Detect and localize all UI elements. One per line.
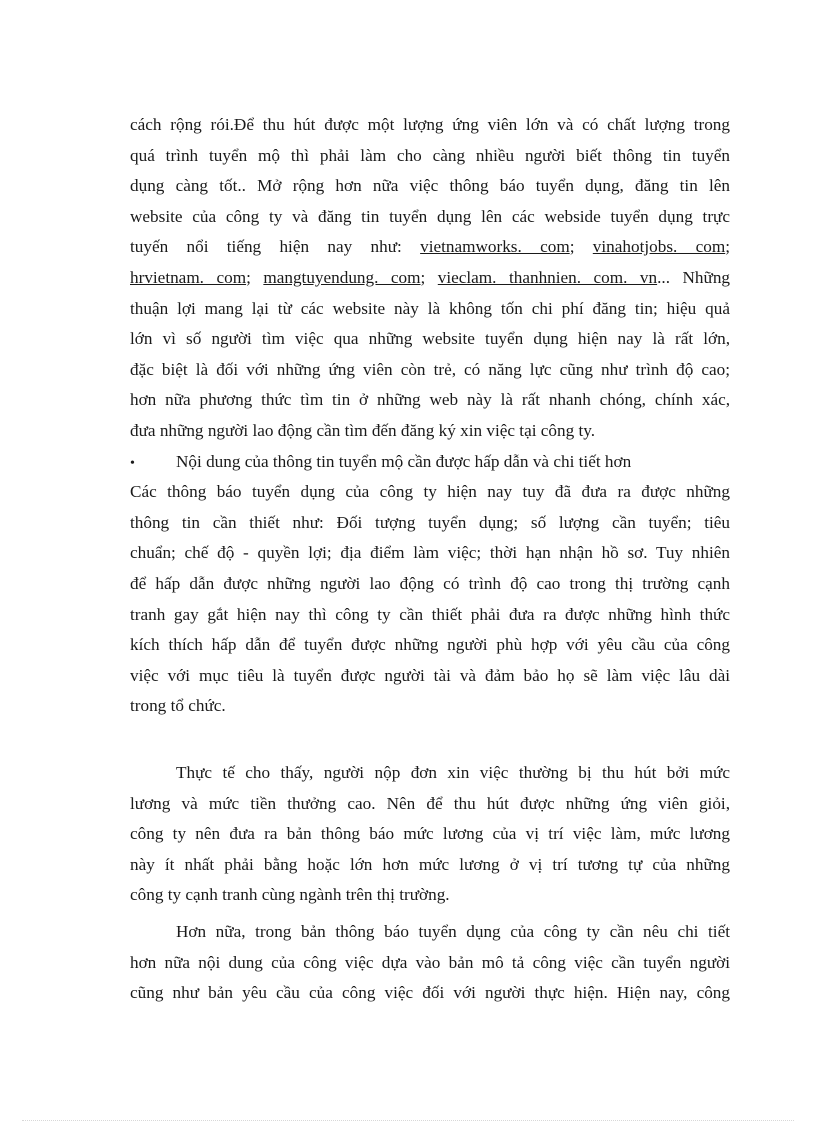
text-line: tranh gay gắt hiện nay thì công ty cần thiết phải đưa ra được những hình thức: [130, 604, 730, 624]
link-vieclam-thanhnien[interactable]: vieclam. thanhnien. com. vn: [437, 267, 658, 287]
separator: ;: [420, 267, 438, 287]
text-line: quá trình tuyển mộ thì phải làm cho càng nhiều người biết thông tin tuyển: [130, 145, 730, 165]
link-hrvietnam[interactable]: hrvietnam. com: [130, 267, 247, 287]
text-line: đưa những người lao động cần tìm đến đăng ký xin việc tại công ty.: [130, 420, 596, 440]
text-line-with-links: [130, 263, 730, 294]
text-line: đặc biệt là đối với những ứng viên còn trẻ, có năng lực cũng như trình độ cao;: [130, 359, 730, 379]
text-line: dụng càng tốt.. Mở rộng hơn nữa việc thông báo tuyển dụng, đăng tin lên: [130, 176, 730, 196]
text-line: Thực tế cho thấy, người nộp đơn xin việc thường bị thu hút bởi mức: [176, 763, 730, 782]
text-line: trong tổ chức.: [130, 696, 226, 716]
text-line: để hấp dẫn được những người lao động có trình độ cao trong thị trường cạnh: [130, 573, 730, 593]
text-line: cũng như bản yêu cầu của công việc đối với người thực hiện. Hiện nay, công: [130, 983, 730, 1003]
bullet-heading: Nội dung của thông tin tuyển mộ cần được hấp dẫn và chi tiết hơn: [176, 451, 632, 471]
page-bottom-divider: [22, 1120, 794, 1121]
text-run: tuyến nổi tiếng hiện nay như:: [130, 237, 421, 257]
text-line: Hơn nữa, trong bản thông báo tuyển dụng của công ty cần nêu chi tiết: [176, 922, 730, 941]
paragraph-recruitment-channels: [130, 110, 730, 722]
link-vinahotjobs[interactable]: vinahotjobs. com: [592, 237, 726, 257]
link-vietnamworks[interactable]: vietnamworks. com: [420, 237, 570, 257]
link-mangtuyendung[interactable]: mangtuyendung. com: [263, 267, 421, 287]
text-line: website của công ty và đăng tin tuyển dụng lên các webside tuyển dụng trực: [130, 206, 730, 226]
text-line: công ty cạnh tranh cùng ngành trên thị trường.: [130, 885, 450, 905]
separator: ;: [246, 267, 264, 287]
text-line: hơn nữa nội dung của công việc dựa vào bản mô tả công việc cần tuyển người: [130, 952, 730, 972]
text-line: này ít nhất phải bằng hoặc lớn hơn mức lương ở vị trí tương tự của những: [130, 854, 730, 874]
text-line: chuẩn; chế độ - quyền lợi; địa điểm làm việc; thời hạn nhận hồ sơ. Tuy nhiên: [130, 543, 730, 563]
bullet-icon: •: [130, 455, 135, 471]
text-line: việc với mục tiêu là tuyển được người tài và đảm bảo họ sẽ làm việc lâu dài: [130, 665, 730, 685]
separator: ;: [725, 237, 730, 257]
text-line: cách rộng rói.Để thu hút được một lượng ứng viên lớn và có chất lượng trong: [130, 115, 730, 134]
text-line: thuận lợi mang lại từ các website này là không tốn chi phí đăng tin; hiệu quả: [130, 298, 730, 318]
text-line: hơn nữa phương thức tìm tin ở những web này là rất nhanh chóng, chính xác,: [130, 390, 730, 410]
paragraph-job-details: [130, 917, 730, 1009]
text-line: lương và mức tiền thưởng cao. Nên để thu hút được những ứng viên giỏi,: [130, 793, 730, 813]
separator: ;: [569, 237, 593, 257]
text-line: Các thông báo tuyển dụng của công ty hiện nay tuy đã đưa ra được những: [130, 482, 730, 502]
text-line: lớn vì số người tìm việc qua những website tuyển dụng hiện nay là rất lớn,: [130, 329, 730, 349]
bullet-item: [130, 447, 730, 478]
paragraph-salary: [130, 758, 730, 911]
text-line: thông tin cần thiết như: Đối tượng tuyển dụng; số lượng cần tuyển; tiêu: [130, 512, 730, 532]
text-line: công ty nên đưa ra bản thông báo mức lương của vị trí việc làm, mức lương: [130, 824, 730, 844]
text-line: kích thích hấp dẫn để tuyển được những người phù hợp với yêu cầu của công: [130, 635, 730, 655]
text-line-with-links: [130, 232, 730, 263]
text-run: ... Những: [657, 267, 730, 287]
